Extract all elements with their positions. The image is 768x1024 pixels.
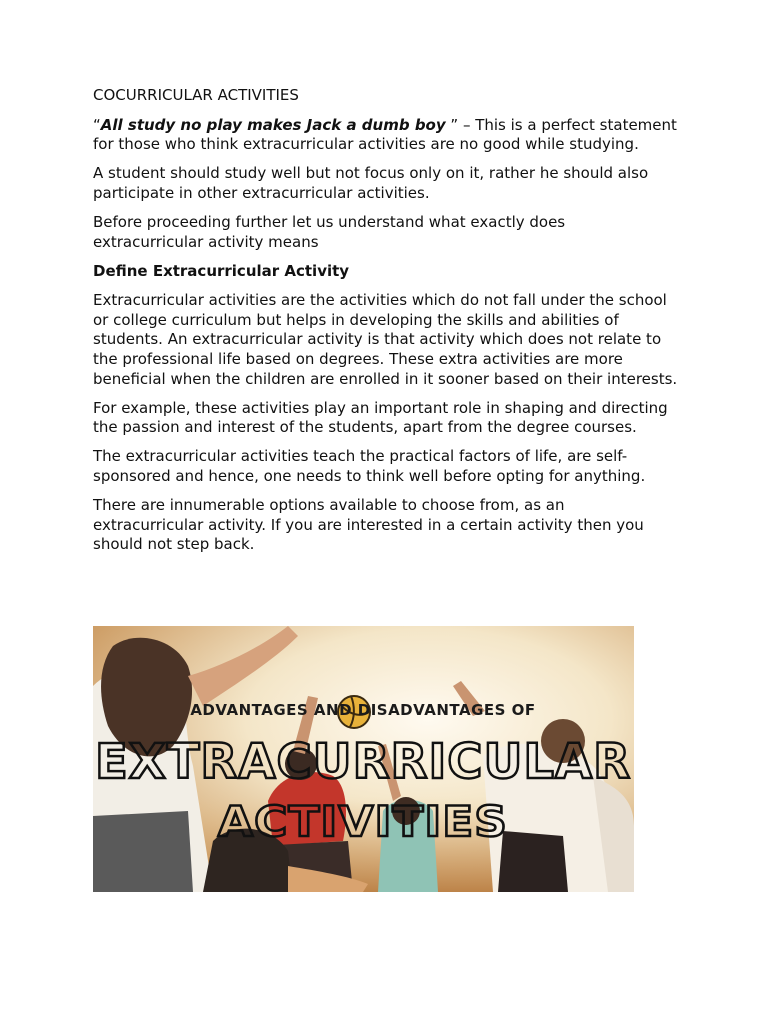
quote-commentary: – This is a perfect statement for those who think extracurricular activities are no good while studying.	[93, 115, 677, 154]
paragraph: There are innumerable options available to choose from, as an extracurricular activity. If you are interested in a certain activity then you should not step back.	[93, 496, 644, 554]
section-heading: Define Extracurricular Activity	[93, 261, 350, 280]
volleyball-photo-illustration	[93, 626, 634, 892]
image-title-line2: ACTIVITIES	[218, 797, 508, 846]
intro-quote-paragraph	[93, 116, 678, 155]
image-overline: ADVANTAGES AND DISADVANTAGES OF	[190, 701, 536, 719]
document-body	[93, 86, 678, 565]
hero-image	[93, 626, 634, 892]
paragraph: Before proceeding further let us understand what exactly does extracurricular activity means	[93, 213, 566, 251]
quote-open-mark: “	[93, 115, 101, 134]
quote-text: All study no play makes Jack a dumb boy	[100, 115, 446, 134]
paragraph: For example, these activities play an important role in shaping and directing the passion and interest of the students, apart from the degree courses.	[93, 398, 668, 437]
image-title-line1: EXTRACURRICULAR	[95, 734, 631, 790]
paragraph: A student should study well but not focus only on it, rather he should also participate in other extracurricular activities.	[93, 164, 649, 202]
document-title: COCURRICULAR ACTIVITIES	[93, 86, 299, 104]
paragraph: Extracurricular activities are the activities which do not fall under the school or college curriculum but helps in developing the skills and abilities of students. An extracurricular activity is that activity which does not relate to the professional life based on degrees. These extra activities are more beneficial when the children are enrolled in it sooner based on their interests.	[93, 291, 678, 388]
quote-close-mark: ”	[445, 115, 459, 134]
paragraph: The extracurricular activities teach the practical factors of life, are self-sponsored and hence, one needs to think well before opting for anything.	[93, 447, 646, 486]
